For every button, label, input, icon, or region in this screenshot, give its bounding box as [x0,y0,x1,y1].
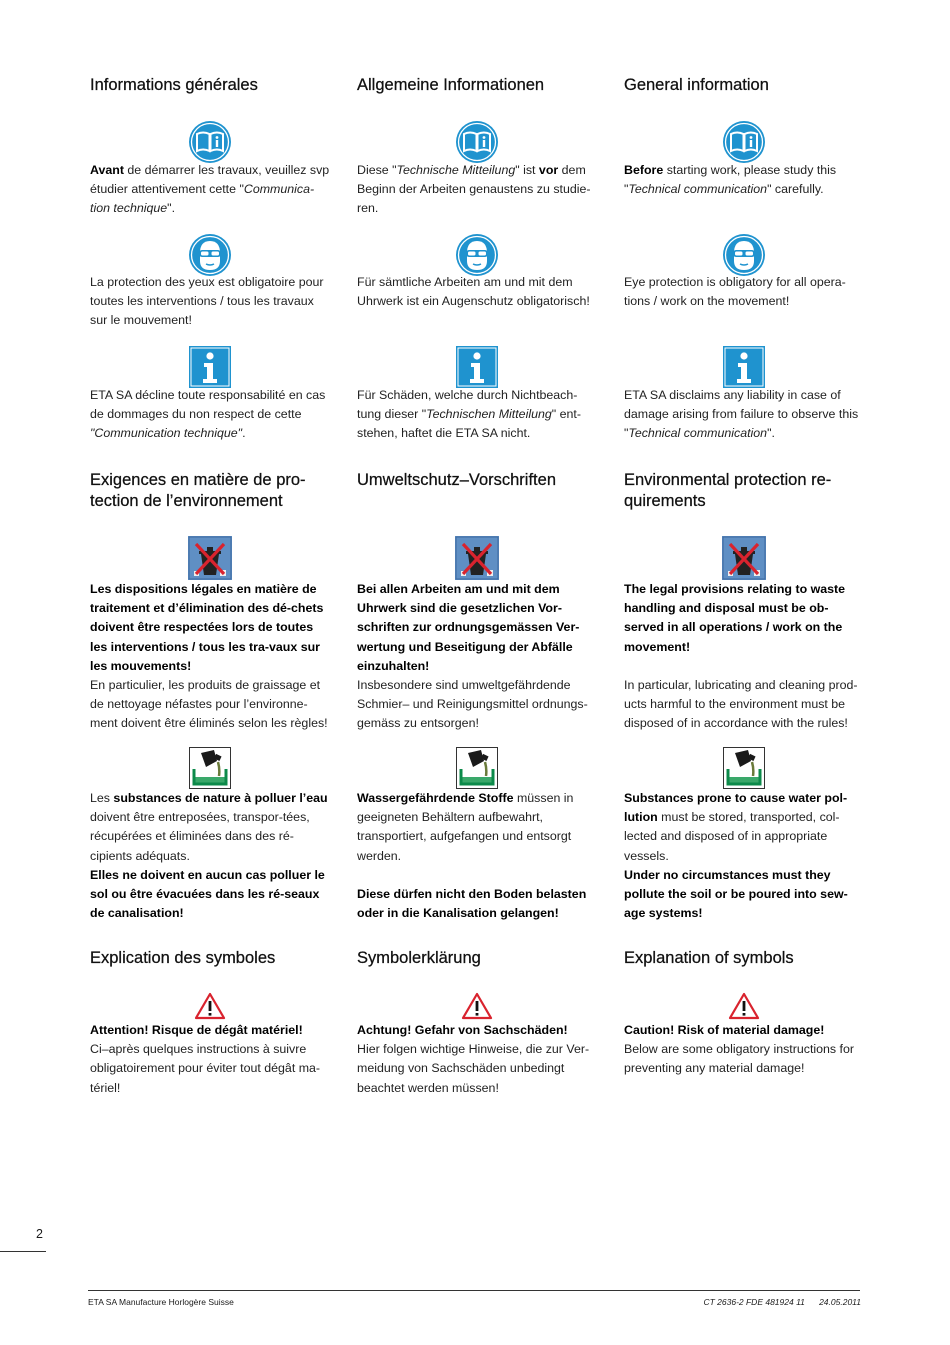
section-title-environment: Umweltschutz–Vorschriften [357,471,556,489]
warning-triangle-icon [357,992,597,1020]
paragraph-waste-legal: The legal provisions relating to waste handling and disposal must be ob-served in all operations / work on the movement! [624,582,846,654]
paragraph-liability: ETA SA disclaims any liability in case of damage arising from failure to observe this "Technical communication". [624,388,859,441]
paragraph-water-warning: Diese dürfen nicht den Boden belasten oder in die Kanalisation gelangen! [357,887,587,921]
no-waste-disposal-icon [624,536,864,580]
footer-date: 24.05.2011 [819,1297,861,1307]
paragraph-read-first: Avant de démarrer les travaux, veuillez svp étudier attentivement cette "Communica-tion technique". [90,163,330,216]
footer-reference [703,1297,861,1307]
section-title-general: Informations générales [90,76,258,94]
footer-rule [88,1290,860,1291]
eye-protection-icon [357,233,597,277]
eye-protection-icon [90,233,330,277]
section-title-symbols: Symbolerklärung [357,949,481,967]
paragraph-read-first: Before starting work, please study this "Technical communication" carefully. [624,163,837,197]
paragraph-caution: Achtung! Gefahr von Sachschäden! Hier folgen wichtige Hinweise, die zur Ver-meidung von Sachschäden unbedingt beachtet werden müssen! [357,1023,590,1095]
no-waste-disposal-icon [90,536,330,580]
read-manual-icon [357,120,597,164]
paragraph-eye-protection: Eye protection is obligatory for all opera-tions / work on the movement! [624,275,846,309]
section-title-general: General information [624,76,769,94]
section-title-environment: Environmental protection re-quirements [624,471,832,510]
information-icon [624,346,864,388]
section-title-general: Allgemeine Informationen [357,76,545,94]
section-title-symbols: Explanation of symbols [624,949,794,967]
paragraph-liability: ETA SA décline toute responsabilité en cas de dommages du non respect de cette "Communication technique". [90,388,326,441]
paragraph-water-substances: Wassergefährdende Stoffe müssen in geeigneten Behältern aufbewahrt, transportiert, aufgefangen und entsorgt werden. [357,791,574,863]
paragraph-liability: Für Schäden, welche durch Nichtbeach-tung dieser "Technischen Mitteilung" ent-stehen, haftet die ETA SA nicht. [357,388,581,441]
paragraph-waste-rules: In particular, lubricating and cleaning prod-ucts harmful to the environment must be disposed of in accordance with the rules! [624,678,858,731]
warning-triangle-icon [90,992,330,1020]
water-pollution-icon [90,747,330,789]
warning-triangle-icon [624,992,864,1020]
no-waste-disposal-icon [357,536,597,580]
paragraph-caution: Attention! Risque de dégât matériel! Ci–après quelques instructions à suivre obligatoirement pour éviter tout dégât ma-tériel! [90,1023,321,1095]
paragraph-eye-protection: La protection des yeux est obligatoire pour toutes les interventions / tous les travaux sur le mouvement! [90,275,324,328]
page-number: 2 [36,1227,43,1241]
footer-company: ETA SA Manufacture Horlogère Suisse [88,1297,234,1307]
read-manual-icon [90,120,330,164]
eye-protection-icon [624,233,864,277]
information-icon [357,346,597,388]
section-title-symbols: Explication des symboles [90,949,276,967]
paragraph-water-substances: Substances prone to cause water pol-lution must be stored, transported, col-lected and disposed of in appropriate vessels. Under no circumstances must they pollute the soil or be poured into sew-age systems! [624,791,848,921]
paragraph-read-first: Diese "Technische Mitteilung" ist vor dem Beginn der Arbeiten genaustens zu studie-ren. [357,163,591,216]
read-manual-icon [624,120,864,164]
page-number-rule [0,1251,46,1252]
paragraph-caution: Caution! Risk of material damage! Below are some obligatory instructions for preventing any material damage! [624,1023,855,1076]
section-title-environment: Exigences en matière de pro-tection de l’environnement [90,471,306,510]
paragraph-waste-legal: Les dispositions légales en matière de traitement et d’élimination des dé-chets doivent être respectées lors de toutes les interventions / tous les tra-vaux sur les mouvements! En particulier, les produits de graissage et de nettoyage néfastes pour l’environne-ment doivent être éliminés selon les règles! [90,582,328,731]
information-icon [90,346,330,388]
water-pollution-icon [357,747,597,789]
water-pollution-icon [624,747,864,789]
paragraph-water-substances: Les substances de nature à polluer l’eau doivent être entreposées, transpor-tées, récupérées et éliminées dans des ré-cipients adéquats. Elles ne doivent en aucun cas polluer le sol ou être évacuées dans les ré-seaux de canalisation! [90,791,328,921]
paragraph-waste-legal: Bei allen Arbeiten am und mit dem Uhrwerk sind die gesetzlichen Vor-schriften zur ordnungsgemässen Ver-wertung und Beseitigung der Abfälle einzuhalten! Insbesondere sind umweltgefährdende Schmier– und Reinigungsmittel ordnungs-gemäss zu entsorgen! [357,582,588,731]
footer-doc-ref: CT 2636-2 FDE 481924 11 [703,1297,805,1307]
paragraph-eye-protection: Für sämtliche Arbeiten am und mit dem Uhrwerk ist ein Augenschutz obligatorisch! [357,275,590,309]
